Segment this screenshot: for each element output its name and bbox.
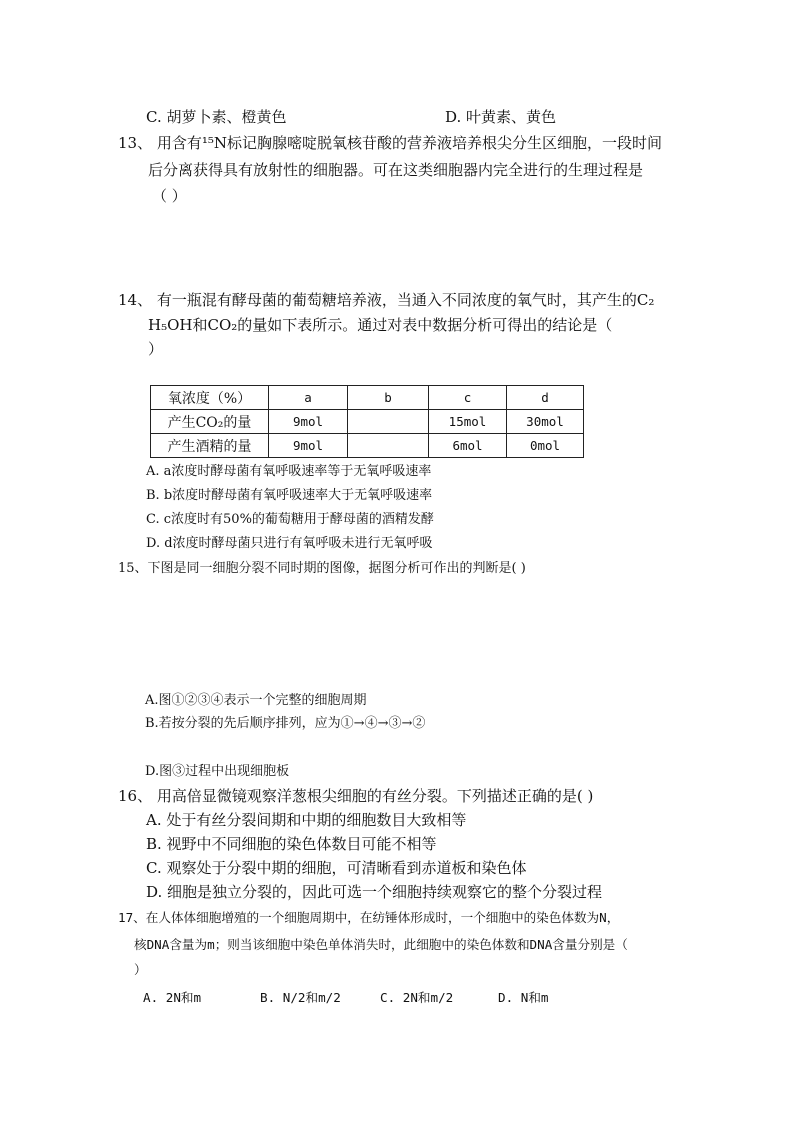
table-cell: 30mol — [507, 410, 584, 434]
q14-data-table — [150, 385, 584, 458]
table-cell: 6mol — [429, 434, 507, 458]
table-cell: 15mol — [429, 410, 507, 434]
table-header-cell: b — [348, 386, 429, 410]
table-row — [151, 434, 584, 458]
table-header-cell: d — [507, 386, 584, 410]
q15-option-b: B.若按分裂的先后顺序排列，应为①→④→③→② — [145, 716, 426, 731]
table-cell: 0mol — [507, 434, 584, 458]
q15-option-a: A.图①②③④表示一个完整的细胞周期 — [145, 693, 367, 708]
q16-option-b: B. 视野中不同细胞的染色体数目可能不相等 — [146, 835, 437, 853]
q17-option-d: D. N和m — [498, 990, 549, 1005]
q14-stem-line1: 14、 有一瓶混有酵母菌的葡萄糖培养液，当通入不同浓度的氧气时，其产生的C₂ — [118, 291, 655, 309]
q16-option-c: C. 观察处于分裂中期的细胞，可清晰看到赤道板和染色体 — [146, 859, 527, 877]
q13-stem-line2: 后分离获得具有放射性的细胞器。可在这类细胞器内完全进行的生理过程是 — [148, 161, 644, 179]
table-header-cell: a — [269, 386, 348, 410]
q12-option-d: D. 叶黄素、黄色 — [445, 108, 557, 126]
q15-stem: 15、下图是同一细胞分裂不同时期的图像，据图分析可作出的判断是( ) — [118, 561, 526, 576]
q17-option-b: B. N/2和m/2 — [260, 990, 341, 1005]
q16-option-a: A. 处于有丝分裂间期和中期的细胞数目大致相等 — [146, 811, 467, 829]
table-header-row — [151, 386, 584, 410]
q17-stem-line2: 核DNA含量为m；则当该细胞中染色单体消失时，此细胞中的染色体数和DNA含量分别是（ — [134, 937, 628, 952]
table-cell — [348, 434, 429, 458]
table-cell: 9mol — [269, 410, 348, 434]
q17-option-c: C. 2N和m/2 — [380, 990, 454, 1005]
q16-stem: 16、 用高倍显微镜观察洋葱根尖细胞的有丝分裂。下列描述正确的是( ) — [118, 787, 594, 805]
q14-option-b: B. b浓度时酵母菌有氧呼吸速率大于无氧呼吸速率 — [146, 488, 433, 503]
table-header-cell: 氧浓度（%） — [151, 386, 269, 410]
q16-option-d: D. 细胞是独立分裂的，因此可选一个细胞持续观察它的整个分裂过程 — [146, 883, 603, 901]
table-row — [151, 410, 584, 434]
table-row-label: 产生酒精的量 — [151, 434, 269, 458]
table-cell: 9mol — [269, 434, 348, 458]
q14-answer-paren: ） — [148, 340, 164, 358]
q14-option-d: D. d浓度时酵母菌只进行有氧呼吸未进行无氧呼吸 — [146, 536, 433, 551]
q15-option-d: D.图③过程中出现细胞板 — [145, 764, 290, 779]
table-header-cell: c — [429, 386, 507, 410]
table-cell — [348, 410, 429, 434]
q14-stem-line2: H₅OH和CO₂的量如下表所示。通过对表中数据分析可得出的结论是（ — [148, 316, 613, 334]
q17-stem-line1: 17、在人体体细胞增殖的一个细胞周期中，在纺锤体形成时，一个细胞中的染色体数为N， — [118, 910, 620, 925]
q12-option-c: C. 胡萝卜素、橙黄色 — [146, 108, 287, 126]
q13-stem-line1: 13、 用含有¹⁵N标记胸腺嘧啶脱氧核苷酸的营养液培养根尖分生区细胞，一段时间 — [118, 134, 663, 152]
q14-option-c: C. c浓度时有50%的葡萄糖用于酵母菌的酒精发酵 — [146, 512, 434, 527]
q17-option-a: A. 2N和m — [143, 990, 202, 1005]
q14-option-a: A. a浓度时酵母菌有氧呼吸速率等于无氧呼吸速率 — [146, 464, 432, 479]
q17-answer-paren: ） — [134, 962, 147, 977]
table-row-label: 产生CO₂的量 — [151, 410, 269, 434]
q13-answer-paren: （ ） — [152, 187, 187, 205]
